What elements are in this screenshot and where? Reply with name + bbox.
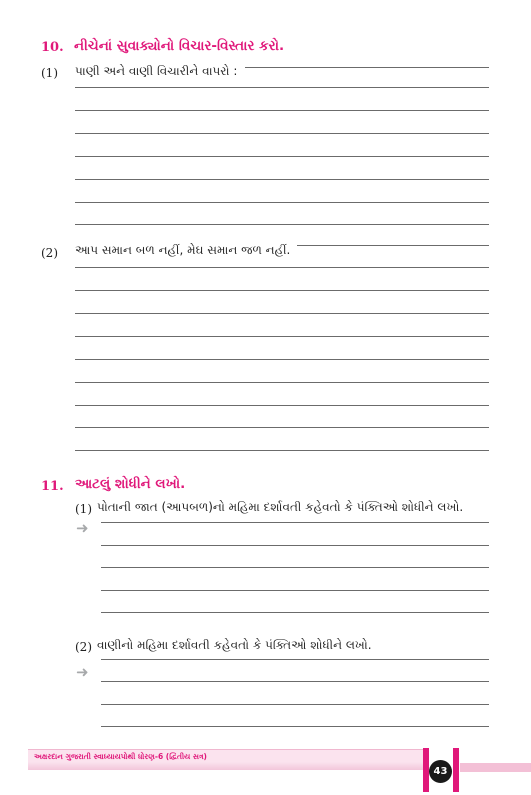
right-arrow-icon: ➜ (76, 519, 89, 537)
answer-line[interactable] (101, 612, 489, 613)
answer-line[interactable] (101, 522, 489, 523)
answer-line[interactable] (101, 681, 489, 682)
answer-line[interactable] (75, 405, 489, 406)
question-10-number: 10. (41, 40, 64, 55)
q11-item-1-number: (1) (75, 502, 92, 516)
q11-item-2-number: (2) (75, 640, 92, 654)
answer-line[interactable] (101, 545, 489, 546)
answer-line[interactable] (101, 726, 489, 727)
q10-item-1-prompt: પાણી અને વાણી વિચારીને વાપરો : (75, 64, 238, 78)
answer-line[interactable] (101, 704, 489, 705)
q10-item-2-number: (2) (41, 246, 58, 260)
answer-line[interactable] (75, 359, 489, 360)
answer-line[interactable] (75, 133, 489, 134)
right-arrow-icon: ➜ (76, 663, 89, 681)
answer-line[interactable] (75, 202, 489, 203)
answer-line[interactable] (75, 313, 489, 314)
page-number: 43 (429, 760, 452, 783)
question-11-title: આટલું શોધીને લખો. (75, 476, 186, 492)
answer-line[interactable] (75, 156, 489, 157)
q10-item-1-number: (1) (41, 66, 58, 80)
answer-line[interactable] (75, 267, 489, 268)
q11-item-1-prompt: પોતાની જાત (આપબળ)નો મહિમા દર્શાવતી કહેવતો કે પંક્તિઓ શોધીને લખો. (97, 500, 464, 514)
answer-line[interactable] (101, 590, 489, 591)
question-11-number: 11. (41, 479, 64, 494)
answer-line[interactable] (75, 110, 489, 111)
question-10-title: નીચેનાં સુવાક્યોનો વિચાર-વિસ્તાર કરો. (74, 38, 285, 54)
answer-line[interactable] (75, 336, 489, 337)
answer-line[interactable] (101, 567, 489, 568)
answer-line[interactable] (75, 224, 489, 225)
answer-line[interactable] (101, 659, 489, 660)
answer-line[interactable] (75, 450, 489, 451)
answer-line[interactable] (75, 290, 489, 291)
q10-item-2-prompt: આપ સમાન બળ નહીં, મેઘ સમાન જળ નહીં. (75, 243, 291, 257)
answer-line[interactable] (75, 179, 489, 180)
q11-item-2-prompt: વાણીનો મહિમા દર્શાવતી કહેવતો કે પંક્તિઓ શોધીને લખો. (97, 638, 372, 652)
answer-line[interactable] (297, 245, 489, 246)
footer-book-title: અક્ષરદાન ગુજરાતી સ્વાધ્યાયપોથી ધોરણ-6 (દ્વિતીય સત્ર) (34, 752, 207, 761)
answer-line[interactable] (75, 87, 489, 88)
answer-line[interactable] (75, 427, 489, 428)
answer-line[interactable] (245, 67, 489, 68)
footer-accent-band (460, 763, 531, 772)
answer-line[interactable] (75, 382, 489, 383)
